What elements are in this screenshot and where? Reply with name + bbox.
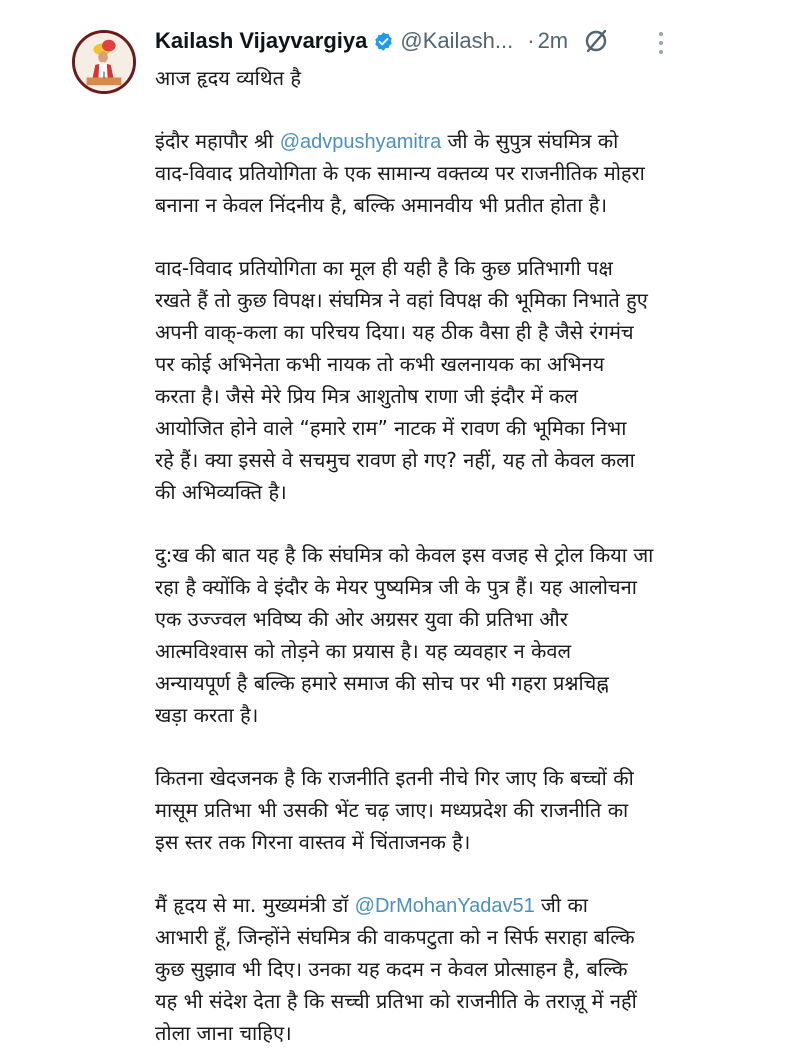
paragraph-3-line: अन्यायपूर्ण है बल्कि हमारे समाज की सोच पर भी गहरा प्रश्नचिह्न — [155, 671, 609, 695]
paragraph-2-line: रहे हैं। क्या इससे वे सचमुच रावण हो गए? नहीं, यह तो केवल कला — [155, 448, 635, 472]
paragraph-3-line: एक उज्ज्वल भविष्य की ओर अग्रसर युवा की प्रतिभा और — [155, 607, 568, 631]
tweet-header — [155, 24, 610, 58]
paragraph-2-line: अपनी वाक्-कला का परिचय दिया। यह ठीक वैसा ही है जैसे रंगमंच — [155, 320, 634, 344]
paragraph-2-line: आयोजित होने वाले “हमारे राम” नाटक में रावण की भूमिका निभा — [155, 416, 627, 440]
verified-badge-icon — [373, 31, 394, 52]
paragraph-2-line: वाद-विवाद प्रतियोगिता का मूल ही यही है कि कुछ प्रतिभागी पक्ष — [155, 256, 613, 280]
paragraph-5-line-3: कुछ सुझाव भी दिए। उनका यह कदम न केवल प्रोत्साहन है, बल्कि — [155, 957, 628, 981]
paragraph-3-line: रहा है क्योंकि वे इंदौर के मेयर पुष्यमित्र जी के पुत्र हैं। यह आलोचना — [155, 575, 637, 599]
paragraph-4-line: इस स्तर तक गिरना वास्तव में चिंताजनक है। — [155, 830, 471, 854]
paragraph-2-line: की अभिव्यक्ति है। — [155, 480, 287, 504]
paragraph-5-line-4: यह भी संदेश देता है कि सच्ची प्रतिभा को राजनीति के तराज़ू में नहीं — [155, 989, 637, 1013]
paragraph-5-line-2: आभारी हूँ, जिन्होंने संघमित्र की वाकपटुता को न सिर्फ सराहा बल्कि — [155, 925, 635, 949]
text-segment: जी का — [534, 893, 588, 917]
paragraph-5-line-5: तोला जाना चाहिए। — [155, 1021, 292, 1045]
paragraph-1-line-3: बनाना न केवल निंदनीय है, बल्कि अमानवीय भी प्रतीत होता है। — [155, 193, 608, 217]
paragraph-5-line-1 — [155, 889, 715, 921]
paragraph-4-line: मासूम प्रतिभा भी उसकी भेंट चढ़ जाए। मध्यप्रदेश की राजनीति का — [155, 798, 629, 822]
paragraph-3-line: खड़ा करता है। — [155, 703, 259, 727]
text-segment: मैं हृदय से मा. मुख्यमंत्री डॉ — [155, 893, 355, 917]
grok-icon[interactable] — [582, 27, 610, 55]
tweet-title-line: आज हृदय व्यथित है — [155, 66, 301, 90]
paragraph-2-line: करता है। जैसे मेरे प्रिय मित्र आशुतोष राणा जी इंदौर में कल — [155, 384, 578, 408]
more-vertical-icon[interactable] — [655, 30, 667, 56]
profile-photo-icon — [75, 33, 133, 91]
paragraph-1-line-2: वाद-विवाद प्रतियोगिता के एक सामान्य वक्तव्य पर राजनीतिक मोहरा — [155, 161, 645, 185]
mention-drmohanyadav51-link[interactable]: @DrMohanYadav51 — [354, 895, 535, 917]
paragraph-2-line: पर कोई अभिनेता कभी नायक तो कभी खलनायक का अभिनय — [155, 352, 605, 376]
text-segment: इंदौर महापौर श्री — [155, 129, 280, 153]
text-segment: जी के सुपुत्र संघमित्र को — [441, 129, 619, 153]
paragraph-4-line: कितना खेदजनक है कि राजनीति इतनी नीचे गिर जाए कि बच्चों की — [155, 766, 634, 790]
author-handle[interactable]: @Kailash... — [400, 28, 514, 53]
paragraph-3-line: आत्मविश्वास को तोड़ने का प्रयास है। यह व्यवहार न केवल — [155, 639, 572, 663]
paragraph-3-line: दु:ख की बात यह है कि संघमित्र को केवल इस वजह से ट्रोल किया जा — [155, 543, 654, 567]
paragraph-1-line-1 — [155, 125, 715, 157]
separator: · — [527, 28, 535, 53]
avatar[interactable] — [72, 30, 136, 94]
timestamp[interactable]: 2m — [537, 28, 569, 53]
tweet-text — [155, 62, 715, 1049]
paragraph-2-line: रखते हैं तो कुछ विपक्ष। संघमित्र ने वहां विपक्ष की भूमिका निभाते हुए — [155, 288, 648, 312]
mention-advpushyamitra-link[interactable]: @advpushyamitra — [279, 131, 442, 153]
display-name[interactable]: Kailash Vijayvargiya — [155, 28, 368, 53]
